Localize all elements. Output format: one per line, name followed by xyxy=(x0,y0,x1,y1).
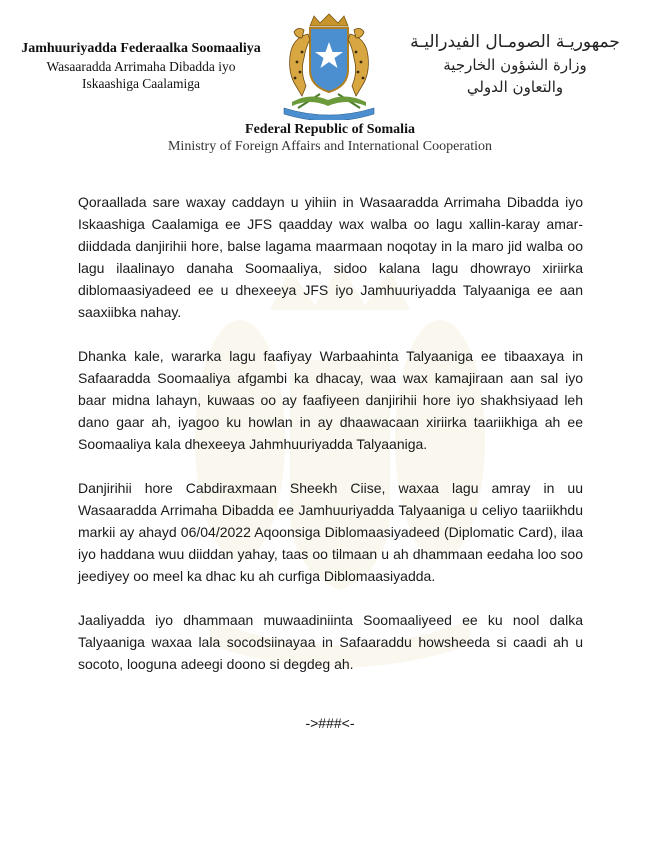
paragraph-2: Dhanka kale, wararka lagu faafiyay Warbaahinta Talyaaniga ee tibaaxaya in Safaaradda Soomaaliya afgambi ka dhacay, waa wax kamajiraan aan sal iyo baar midna lahayn, kuwaas oo ay faafiyeen danjirihii hore iyo shakhsiyaad leh dano gaar ah, iyagoo ku howlan in ay dhaawacaan xiriirka taariikhiga ah ee Soomaaliya kala dhexeeya Jahmhuuriyadda Talyaaniga. xyxy=(78,348,583,452)
document-body xyxy=(78,191,583,697)
country-name-somali: Jamhuuriyadda Federaalka Soomaaliya xyxy=(21,41,261,56)
ministry-name-somali-line1: Wasaaradda Arrimaha Dibadda iyo xyxy=(46,59,236,74)
paragraph-4: Jaaliyadda iyo dhammaan muwaadiniinta Soomaaliyeed ee ku nool dalka Talyaaniga waxaa lala socodsiinayaa in Safaaraddu howsheeda si caadi ah u socoto, looguna adeegi doono si degdeg ah. xyxy=(78,612,583,672)
paragraph-3: Danjirihii hore Cabdiraxmaan Sheekh Ciise, waxaa lagu amray in uu Wasaaradda Arrimaha Dibadda ee Jamhuuriyadda Talyaaniga u celiyo taariikhdu markii ay ahayd 06/04/2022 Aqoonsiga Diblomaasiyadeed (Diplomatic Card), ilaa iyo haddana wuu diiddan yahay, taas oo tilmaan u ah dhammaan eedaha loo soo jeediyey oo meel ka dhac ku ah curfiga Diblomaasiyadda. xyxy=(78,480,583,584)
ministry-name-arabic-line1: وزارة الشؤون الخارجية xyxy=(443,56,587,74)
ministry-name-english: Ministry of Foreign Affairs and International Cooperation xyxy=(167,139,492,154)
letterhead-somali xyxy=(10,40,272,92)
ministry-name-somali-line2: Iskaashiga Caalamiga xyxy=(81,76,201,91)
somalia-coat-of-arms-icon xyxy=(270,12,388,120)
letterhead xyxy=(0,0,660,160)
country-name-arabic: جمهوريـة الصومـال الفيدراليـة xyxy=(410,32,620,52)
letterhead-english xyxy=(0,121,660,155)
paragraph-1: Qoraallada sare waxay caddayn u yihiin in Wasaaradda Arrimaha Dibadda iyo Iskaashiga Caalamiga ee JFS qaadday wax walba oo lagu xallin-karay amar-diiddada danjirihii hore, balse lagama maarmaan noqotay in la maro jid walba oo lagu ilaalinayo danaha Soomaaliya, sidoo kalana lagu dhowrayo xiriirka diblomaasiyadeed ee u dhexeeya JFS iyo Jamhuuriyadda Talyaaniga ee aan saaxiibka nahay. xyxy=(78,194,583,320)
letterhead-arabic xyxy=(384,30,646,98)
end-marker: ->###<- xyxy=(305,715,355,731)
country-name-english: Federal Republic of Somalia xyxy=(245,122,415,137)
ministry-name-arabic-line2: والتعاون الدولي xyxy=(466,78,564,96)
